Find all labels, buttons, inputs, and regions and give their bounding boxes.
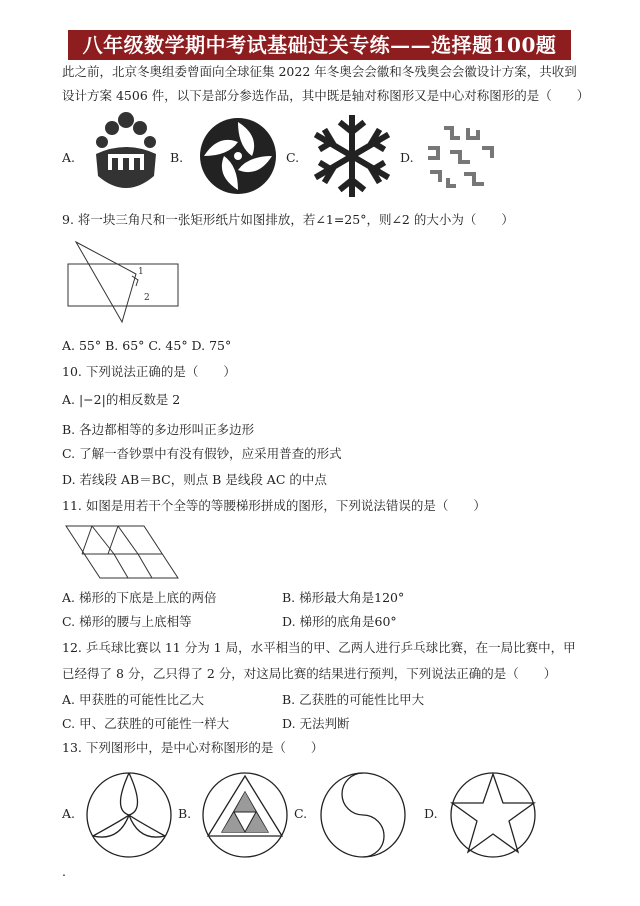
q8-emblem-c-image [312, 114, 392, 198]
q13-option-c-label: C. [294, 806, 308, 821]
q8-option-c-label: C. [286, 150, 300, 165]
q9-triangle-rectangle-figure [66, 240, 186, 324]
q10-option-a: A. |−2|的相反数是 2 [62, 392, 181, 407]
q13-figure-b-image [200, 770, 290, 860]
q11-option-c: C. 梯形的腰与上底相等 [62, 614, 192, 629]
q8-emblem-d-image [424, 124, 496, 190]
q11-stem: 11. 如图是用若干个全等的等腰梯形拼成的图形，下列说法错误的是（ ） [62, 498, 486, 513]
q13-figure-c-image [318, 770, 408, 860]
q12-option-b: B. 乙获胜的可能性比甲大 [282, 692, 425, 707]
footer-dot: . [62, 864, 66, 879]
q8-stem-line1: 此之前，北京冬奥组委曾面向全球征集 2022 年冬奥会会徽和冬残奥会会徽设计方案，共收到 [62, 64, 577, 79]
q12-option-c: C. 甲、乙获胜的可能性一样大 [62, 716, 230, 731]
q11-trapezoid-figure [64, 522, 180, 582]
q9-angle2-label: 2 [144, 293, 150, 303]
q8-emblem-a-image [88, 110, 164, 198]
q9-answer-options: A. 55° B. 65° C. 45° D. 75° [62, 338, 232, 353]
q13-option-d-label: D. [424, 806, 438, 821]
page-title: 八年级数学期中考试基础过关专练——选择题100题 [68, 30, 571, 60]
q12-stem-line2: 已经得了 8 分，乙只得了 2 分，对这局比赛的结果进行预判，下列说法正确的是（ ） [62, 666, 557, 681]
q11-option-d: D. 梯形的底角是60° [282, 614, 397, 629]
q10-option-d: D. 若线段 AB＝BC，则点 B 是线段 AC 的中点 [62, 472, 327, 487]
q13-option-a-label: A. [62, 806, 76, 821]
q12-stem-line1: 12. 乒乓球比赛以 11 分为 1 局，水平相当的甲、乙两人进行乒乓球比赛，在一局比赛中，甲 [62, 640, 576, 655]
q8-option-d-label: D. [400, 150, 414, 165]
q13-figure-a-image [84, 770, 174, 860]
q12-option-d: D. 无法判断 [282, 716, 350, 731]
q10-stem: 10. 下列说法正确的是（ ） [62, 364, 236, 379]
q8-emblem-b-image [198, 116, 278, 196]
q10-option-c: C. 了解一沓钞票中有没有假钞，应采用普查的形式 [62, 446, 342, 461]
q8-option-b-label: B. [170, 150, 184, 165]
q12-option-a: A. 甲获胜的可能性比乙大 [62, 692, 204, 707]
q9-stem: 9. 将一块三角尺和一张矩形纸片如图排放，若∠1=25°，则∠2 的大小为（ ） [62, 212, 514, 227]
q13-option-b-label: B. [178, 806, 192, 821]
q10-option-b: B. 各边都相等的多边形叫正多边形 [62, 422, 255, 437]
q8-option-a-label: A. [62, 150, 76, 165]
q13-figure-d-image [448, 770, 538, 860]
q8-stem-line2: 设计方案 4506 件，以下是部分参选作品，其中既是轴对称图形又是中心对称图形的是（ ） [62, 88, 590, 103]
q9-angle1-label: 1 [138, 267, 144, 277]
q11-option-a: A. 梯形的下底是上底的两倍 [62, 590, 217, 605]
q13-stem: 13. 下列图形中，是中心对称图形的是（ ） [62, 740, 324, 755]
q11-option-b: B. 梯形最大角是120° [282, 590, 405, 605]
